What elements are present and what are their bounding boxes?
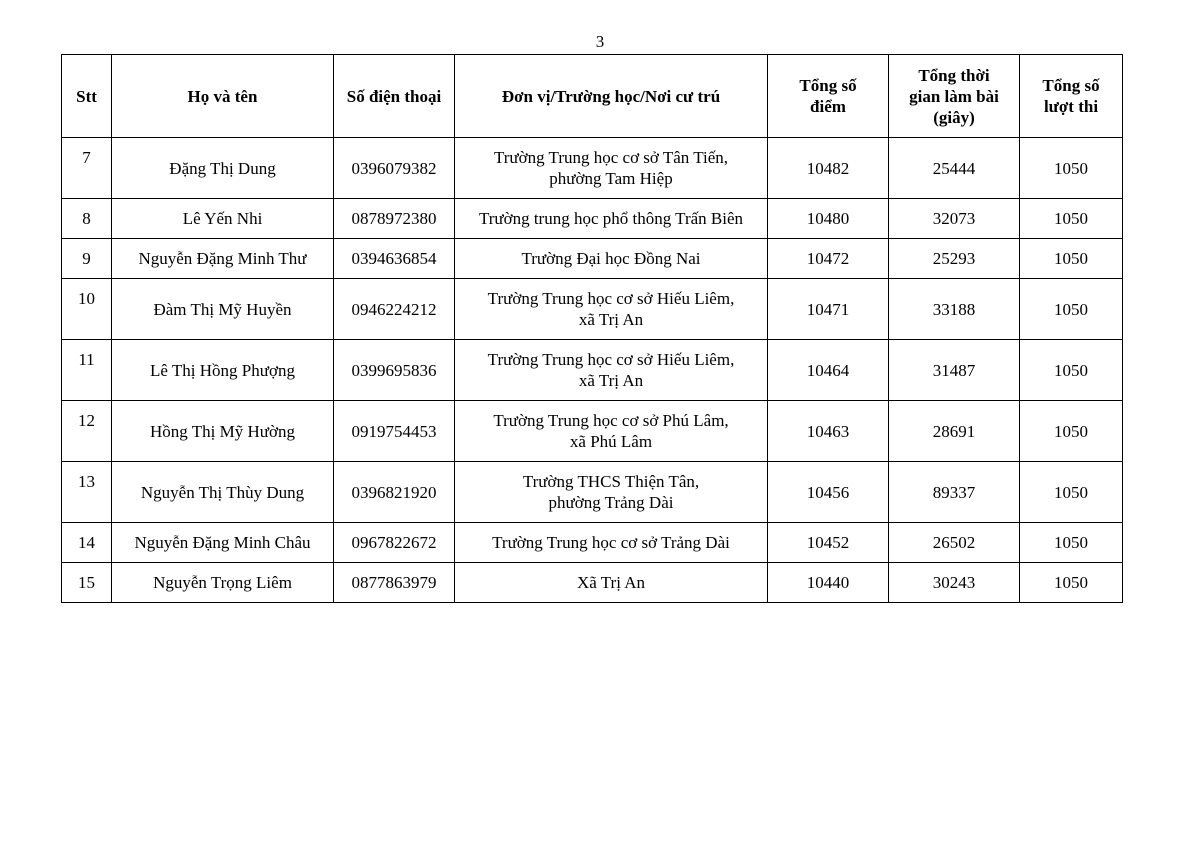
cell-attempts: 1050 [1020,239,1123,279]
cell-phone: 0396821920 [334,462,455,523]
table-row [62,401,1123,462]
cell-stt: 13 [62,462,112,523]
cell-stt: 15 [62,563,112,603]
table-row [62,462,1123,523]
table-row [62,523,1123,563]
cell-phone: 0877863979 [334,563,455,603]
cell-attempts: 1050 [1020,563,1123,603]
cell-score: 10440 [768,563,889,603]
cell-stt: 11 [62,340,112,401]
table-row [62,239,1123,279]
cell-score: 10452 [768,523,889,563]
header-phone: Số điện thoại [334,55,455,138]
cell-name: Lê Yến Nhi [112,199,334,239]
cell-time: 89337 [889,462,1020,523]
cell-phone: 0394636854 [334,239,455,279]
cell-score: 10471 [768,279,889,340]
cell-score: 10464 [768,340,889,401]
cell-phone: 0396079382 [334,138,455,199]
cell-stt: 7 [62,138,112,199]
cell-unit: Trường THCS Thiện Tân, phường Trảng Dài [455,462,768,523]
cell-name: Nguyễn Đặng Minh Thư [112,239,334,279]
cell-score: 10472 [768,239,889,279]
cell-unit: Xã Trị An [455,563,768,603]
header-name: Họ và tên [112,55,334,138]
table-body [62,138,1123,603]
cell-time: 26502 [889,523,1020,563]
cell-name: Nguyễn Đặng Minh Châu [112,523,334,563]
cell-attempts: 1050 [1020,523,1123,563]
header-unit: Đơn vị/Trường học/Nơi cư trú [455,55,768,138]
results-table [61,54,1123,603]
table-row [62,340,1123,401]
cell-time: 33188 [889,279,1020,340]
cell-attempts: 1050 [1020,199,1123,239]
cell-unit: Trường Trung học cơ sở Hiếu Liêm, xã Trị An [455,279,768,340]
cell-time: 25444 [889,138,1020,199]
cell-attempts: 1050 [1020,462,1123,523]
cell-name: Nguyễn Thị Thùy Dung [112,462,334,523]
cell-time: 31487 [889,340,1020,401]
table-row [62,279,1123,340]
cell-score: 10456 [768,462,889,523]
table-row [62,138,1123,199]
header-attempts: Tổng số lượt thi [1020,55,1123,138]
cell-unit: Trường Trung học cơ sở Tân Tiến, phường Tam Hiệp [455,138,768,199]
cell-score: 10482 [768,138,889,199]
cell-unit: Trường Trung học cơ sở Trảng Dài [455,523,768,563]
cell-time: 25293 [889,239,1020,279]
header-time: Tổng thời gian làm bài (giây) [889,55,1020,138]
cell-time: 30243 [889,563,1020,603]
table-header [62,55,1123,138]
cell-attempts: 1050 [1020,401,1123,462]
cell-unit: Trường Đại học Đồng Nai [455,239,768,279]
header-score: Tổng số điểm [768,55,889,138]
cell-time: 28691 [889,401,1020,462]
cell-stt: 10 [62,279,112,340]
cell-stt: 12 [62,401,112,462]
cell-name: Hồng Thị Mỹ Hường [112,401,334,462]
cell-score: 10463 [768,401,889,462]
cell-stt: 9 [62,239,112,279]
cell-phone: 0878972380 [334,199,455,239]
cell-name: Đàm Thị Mỹ Huyền [112,279,334,340]
cell-stt: 14 [62,523,112,563]
cell-score: 10480 [768,199,889,239]
table-row [62,563,1123,603]
cell-phone: 0399695836 [334,340,455,401]
cell-unit: Trường trung học phổ thông Trấn Biên [455,199,768,239]
cell-attempts: 1050 [1020,279,1123,340]
table-row [62,199,1123,239]
cell-unit: Trường Trung học cơ sở Phú Lâm, xã Phú Lâm [455,401,768,462]
header-stt: Stt [62,55,112,138]
cell-time: 32073 [889,199,1020,239]
cell-name: Nguyễn Trọng Liêm [112,563,334,603]
cell-attempts: 1050 [1020,340,1123,401]
cell-phone: 0946224212 [334,279,455,340]
cell-attempts: 1050 [1020,138,1123,199]
page-number: 3 [595,32,605,51]
cell-unit: Trường Trung học cơ sở Hiếu Liêm, xã Trị An [455,340,768,401]
cell-phone: 0919754453 [334,401,455,462]
header-row [62,55,1123,138]
cell-name: Đặng Thị Dung [112,138,334,199]
cell-stt: 8 [62,199,112,239]
cell-phone: 0967822672 [334,523,455,563]
cell-name: Lê Thị Hồng Phượng [112,340,334,401]
